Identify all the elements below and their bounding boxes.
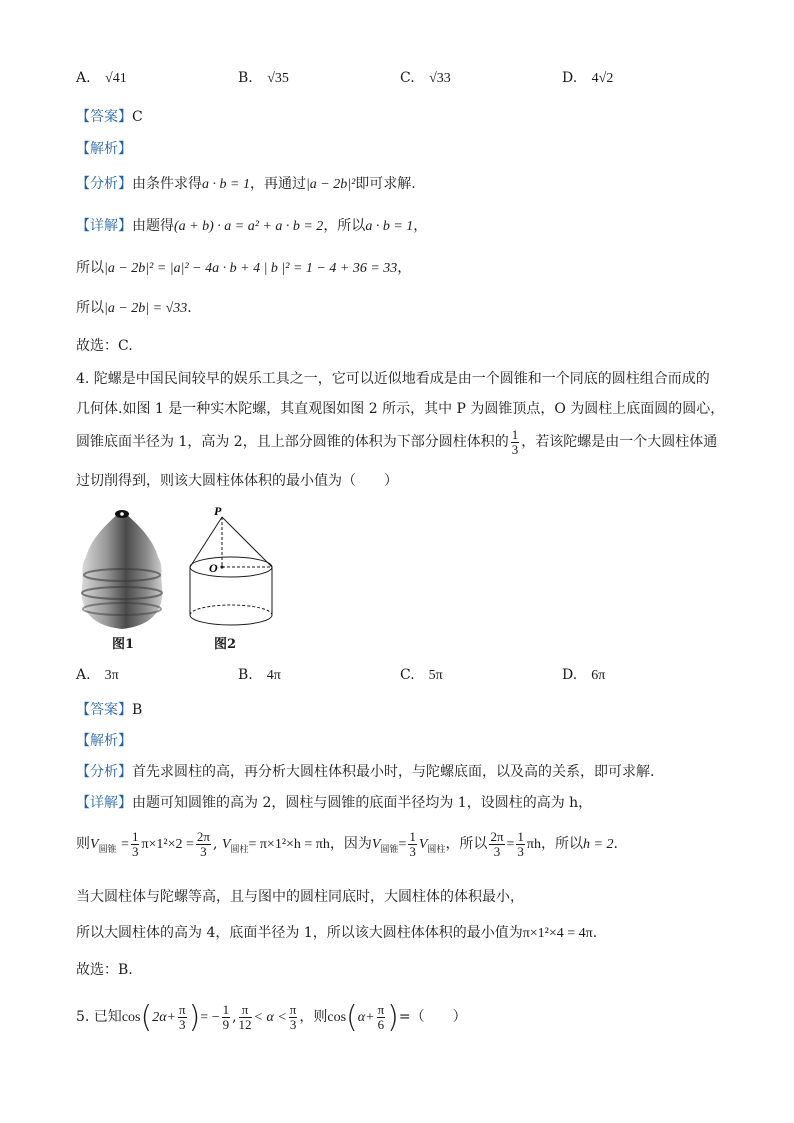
fraction: $\frac{\pi}{12}$ (238, 1001, 252, 1032)
q4-stem-line-2: 几何体.如图 1 是一种实木陀螺，其直观图如图 2 所示，其中 P 为圆锥顶点，O 为圆柱上底面圆的圆心， (76, 401, 725, 417)
q5-stem: 5. 已知cos(2α+ $\frac{\pi}{3}$ )= − $\frac{1}{9}$ , $\frac{\pi}{12}$ < α < $\frac{\pi}{3}$ ，则cos(α+ $\frac{\pi}{6}$ )=（ ） (76, 1000, 467, 1035)
math-expr: |a − 2b|² = |a|² − 4a · b + 4 | b |² = 1 − 4 + 36 = 33 (104, 261, 398, 276)
q4-option-b: B. 4π (238, 667, 281, 683)
q4-option-c: C. 5π (400, 667, 443, 683)
answer-value: B (132, 702, 143, 718)
q4-stem-line-4: 过切削得到，则该大圆柱体体积的最小值为（ ） (76, 473, 398, 489)
q3-option-d-value: 4√2 (591, 71, 614, 86)
cylinder-bottom-back (190, 605, 272, 615)
q4-fenxi-line: 【分析】首先求圆柱的高，再分析大圆柱体积最小时，与陀螺底面，以及高的关系，即可求解. (76, 764, 655, 780)
q3-option-b-value: √35 (267, 71, 289, 86)
fraction: $\frac{1}{3}$ (409, 829, 416, 859)
figure-1-spinning-top-photo (72, 505, 172, 635)
math-expr: a · b = 1 (202, 177, 250, 192)
q3-line-2: 所以|a − 2b|² = |a|² − 4a · b + 4 | b |² = 1 − 4 + 36 = 33， (76, 260, 412, 276)
q3-option-c-value: √33 (429, 71, 451, 86)
answer-tag: 【答案】 (76, 702, 132, 718)
math-expr: π×1²×4 = 4π (522, 926, 593, 941)
fraction: $\frac{\pi}{3}$ (179, 1001, 186, 1032)
xiangjie-tag: 【详解】 (76, 218, 132, 234)
fenxi-tag: 【分析】 (76, 176, 132, 192)
top-tip-highlight (120, 512, 124, 516)
math-expr: |a − 2b| = √33 (104, 301, 188, 316)
fraction: $\frac{2\pi}{3}$ (490, 829, 504, 859)
q3-option-c: C. √33 (400, 70, 451, 86)
xiangjie-tag: 【详解】 (76, 795, 132, 811)
q4-option-a: A. 3π (76, 667, 119, 683)
fraction: $\frac{\pi}{3}$ (289, 1001, 297, 1032)
figure-2-label: 图2 (214, 637, 237, 652)
q3-option-b: B. √35 (238, 70, 289, 86)
q3-line-3: 所以|a − 2b| = √33. (76, 300, 192, 316)
fraction: $\frac{1}{3}$ (511, 427, 519, 457)
math-expr: (a + b) · a = a² + a · b = 2 (174, 219, 324, 234)
q4-xiangjie-line: 【详解】由题可知圆锥的高为 2，圆柱与圆锥的底面半径均为 1，设圆柱的高为 h， (76, 795, 593, 811)
q3-option-a: A. √41 (76, 70, 127, 86)
fraction: $\frac{\pi}{6}$ (377, 1001, 385, 1032)
q4-line-equal-height: 当大圆柱体与陀螺等高，且与图中的圆柱同底时，大圆柱体的体积最小， (76, 889, 524, 905)
point-o-label: O (209, 561, 218, 575)
q4-analysis-tag: 【解析】 (76, 733, 132, 749)
figure-2-diagram (180, 505, 280, 635)
q3-conclusion: 故选：C. (76, 338, 133, 354)
fraction: $\frac{1}{3}$ (131, 829, 139, 859)
cone-edge-right (222, 517, 272, 567)
math-expr: |a − 2b|² (305, 177, 356, 192)
fraction: $\frac{1}{3}$ (517, 829, 524, 859)
q3-option-a-value: √41 (105, 71, 127, 86)
q4-conclusion: 故选：B. (76, 962, 133, 978)
fenxi-tag: 【分析】 (76, 764, 132, 780)
cylinder-bottom-front (190, 615, 272, 625)
q3-fenxi-line: 【分析】由条件求得a · b = 1，再通过|a − 2b|²即可求解. (76, 176, 416, 192)
q3-xiangjie-line: 【详解】由题得(a + b) · a = a² + a · b = 2，所以a · b = 1， (76, 218, 428, 234)
math-expr: a · b = 1 (365, 219, 414, 234)
q4-line-min: 所以大圆柱体的高为 4，底面半径为 1，所以该大圆柱体体积的最小值为π×1²×4 = 4π. (76, 925, 598, 941)
q3-analysis-tag: 【解析】 (76, 141, 132, 157)
q4-option-d: D. 6π (562, 667, 606, 683)
fraction: $\frac{1}{9}$ (222, 1001, 230, 1032)
figure-1-label: 图1 (112, 637, 135, 652)
answer-tag: 【答案】 (76, 109, 132, 125)
q4-answer-line (76, 699, 142, 719)
q3-option-d: D. 4√2 (562, 70, 614, 86)
fraction: $\frac{2\pi}{3}$ (196, 829, 210, 859)
q4-stem-line-3: 圆锥底面半径为 1，高为 2，且上部分圆锥的体积为下部分圆柱体积的 $\frac{1}{3}$ ，若该陀螺是由一个大圆柱体通 (76, 427, 718, 457)
point-p-label: P (214, 505, 222, 518)
q4-stem-line-1: 4. 陀螺是中国民间较早的娱乐工具之一，它可以近似地看成是由一个圆锥和一个同底的圆柱组合而成的 (76, 371, 710, 387)
center-dot (220, 565, 223, 568)
q4-calc-line: 则$V_{圆锥}$ = $\frac{1}{3}$ π×1²×2 = $\frac{2\pi}{3}$ , $V_{圆柱}= \pi\times 1^2\times h = \pi h$，因为$V_{圆锥}=$ $\frac{1}{3}$ $V_{圆柱}$，所以 $\frac{2\pi}{3}$ = $\frac{1}{3}$ πh，所以h = 2. (76, 829, 618, 859)
q3-answer-line (76, 106, 143, 126)
answer-value: C (132, 109, 143, 125)
